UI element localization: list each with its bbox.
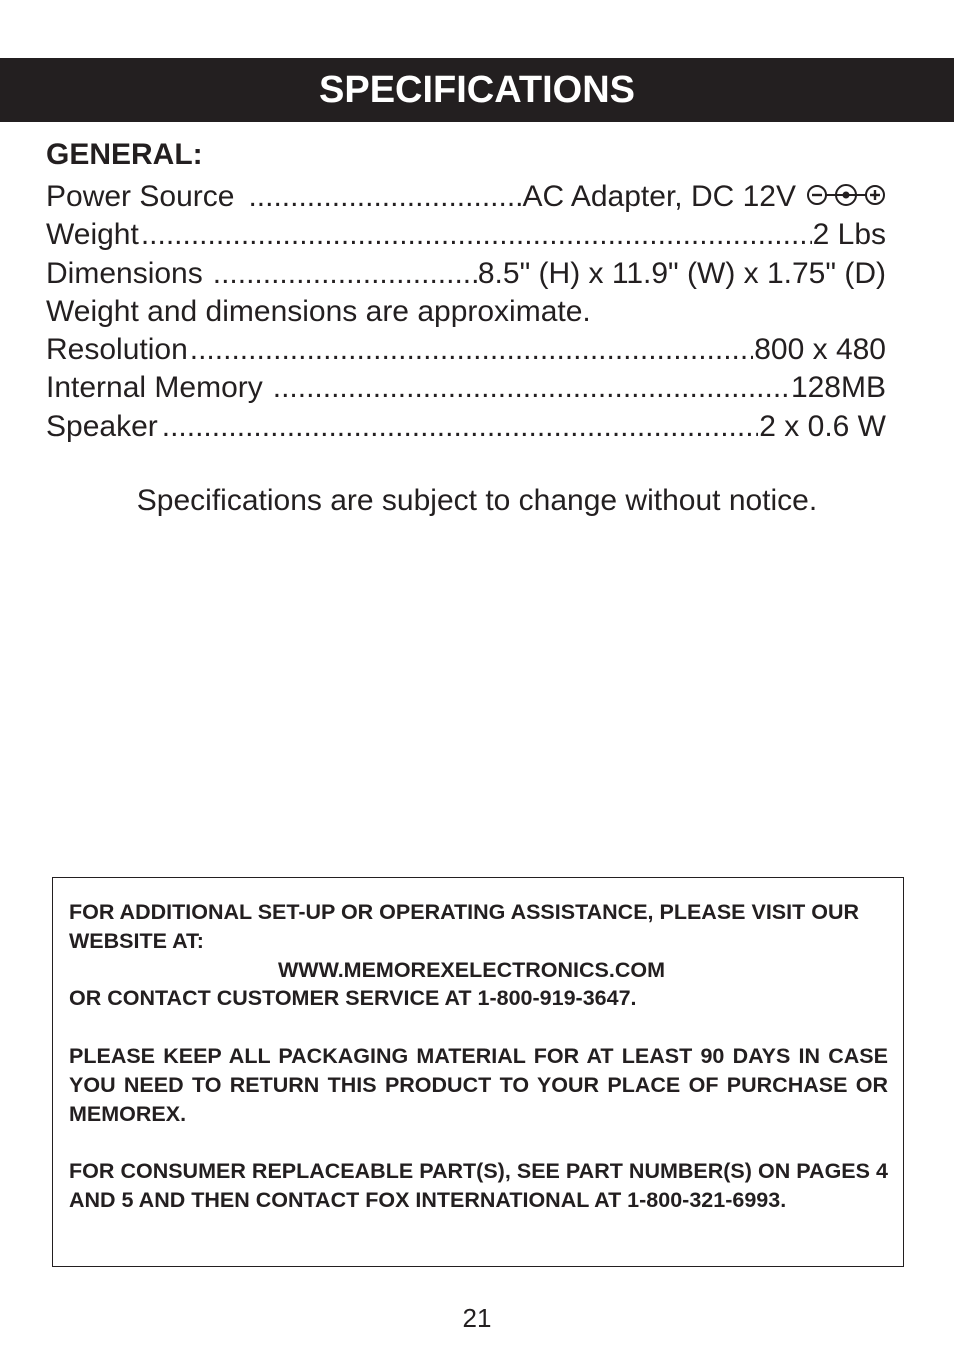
customer-service-text: OR CONTACT CUSTOMER SERVICE AT 1-800-919-3647. [69,986,637,1011]
leader-dots [141,216,812,254]
spec-row-resolution [46,331,886,369]
leader-dots [273,369,790,407]
general-heading: GENERAL: [46,138,203,171]
spec-value: 128MB [790,371,886,405]
leader-dots [162,408,759,446]
leader-dots [213,255,477,293]
spec-row-dimensions [46,255,886,293]
header-bar [0,58,954,122]
spec-label: Dimensions [46,256,203,290]
spec-label: Speaker [46,409,158,443]
spec-label: Resolution [46,333,188,367]
spec-row-weight [46,216,886,254]
page-title: SPECIFICATIONS [319,68,635,111]
leader-dots [190,331,753,369]
packaging-paragraph: PLEASE KEEP ALL PACKAGING MATERIAL FOR AT LEAST 90 DAYS IN CASE YOU NEED TO RETURN THIS PRODUCT TO YOUR PLACE OF PURCHASE OR MEMOREX. [69,1043,888,1126]
spec-value: 8.5" (H) x 11.9" (W) x 1.75" (D) [477,256,886,290]
spec-row-power-source [46,178,886,216]
spec-value: 2 Lbs [812,218,886,252]
page-number: 21 [462,1303,492,1333]
spec-label: Weight [46,218,139,252]
spec-list [46,178,886,446]
info-box-text [69,898,888,1215]
specifications-footnote: Specifications are subject to change without notice. [136,484,818,517]
spec-value: 800 x 480 [754,333,886,367]
assistance-text: FOR ADDITIONAL SET-UP OR OPERATING ASSISTANCE, PLEASE VISIT OUR WEBSITE AT: [69,900,859,953]
spec-value-wrap [523,178,887,216]
dc-polarity-icon [806,182,886,208]
spec-row-internal-memory [46,369,886,407]
replacement-parts-paragraph: FOR CONSUMER REPLACEABLE PART(S), SEE PART NUMBER(S) ON PAGES 4 AND 5 AND THEN CONTACT FOX INTERNATIONAL AT 1-800-321-6993. [69,1159,888,1212]
spec-value: AC Adapter, DC 12V [522,180,796,213]
spec-value: 2 x 0.6 W [759,409,886,443]
spec-label: Power Source [46,180,235,213]
spec-label: Internal Memory [46,371,263,405]
leader-dots [248,178,521,216]
approximate-note: Weight and dimensions are approximate. [46,294,591,328]
assistance-paragraph [69,898,888,1013]
assistance-info-box [52,877,904,1267]
spec-row-speaker [46,408,886,446]
website-link[interactable]: WWW.MEMOREXELECTRONICS.COM [278,957,665,982]
